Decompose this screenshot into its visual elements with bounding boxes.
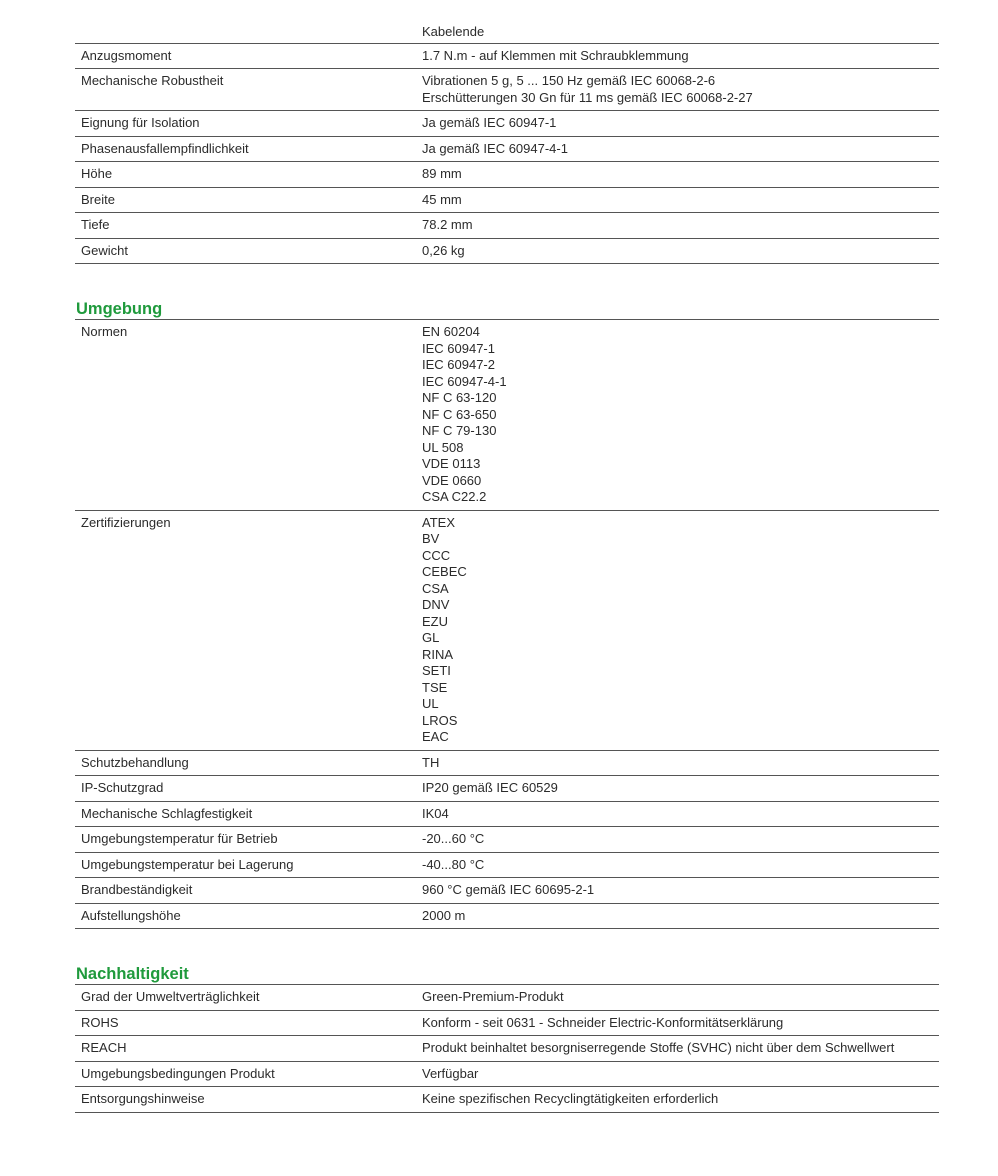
value-line: Konform - seit 0631 - Schneider Electric-Konformitätserklärung	[422, 1014, 784, 1030]
table-row	[75, 44, 939, 70]
table-row	[75, 1062, 939, 1088]
table-row	[75, 69, 939, 111]
table-row	[75, 878, 939, 904]
row-label	[75, 22, 422, 43]
section-title-nachhaltigkeit: Nachhaltigkeit	[76, 965, 189, 983]
row-value	[422, 239, 939, 264]
value-line: NF C 79-130	[422, 423, 497, 438]
table-row	[75, 904, 939, 930]
row-value	[422, 904, 939, 929]
row-label: Entsorgungshinweise	[81, 1091, 205, 1106]
table-row	[75, 188, 939, 214]
table-row	[75, 1036, 939, 1062]
table-row	[75, 776, 939, 802]
sustainability-rows	[75, 985, 939, 1113]
row-label: Zertifizierungen	[81, 514, 171, 530]
value-line: CCC	[422, 547, 451, 563]
table-row	[75, 985, 939, 1011]
row-value	[422, 751, 939, 776]
value-line: EN 60204	[422, 324, 480, 339]
value-line: 1.7 N.m - auf Klemmen mit Schraubklemmung	[422, 47, 689, 63]
row-value	[422, 802, 939, 827]
row-label: Gewicht	[81, 242, 128, 258]
row-value	[422, 878, 939, 903]
value-line: Ja gemäß IEC 60947-1	[422, 115, 557, 130]
value-line: VDE 0113	[422, 456, 481, 471]
value-line: LROS	[422, 712, 458, 728]
value-line: EZU	[422, 613, 448, 629]
sustainability-table	[75, 984, 939, 1113]
value-line: TSE	[422, 679, 448, 695]
value-line: IK04	[422, 805, 449, 821]
row-value	[422, 111, 939, 136]
table-row	[75, 827, 939, 853]
row-value	[422, 776, 939, 801]
value-line: 78.2 mm	[422, 217, 473, 232]
value-line: Erschütterungen 30 Gn für 11 ms gemäß IEC 60068-2-27	[422, 89, 753, 105]
row-value	[422, 162, 939, 187]
row-value	[422, 827, 939, 852]
value-line: ATEX	[422, 514, 455, 530]
value-line: 89 mm	[422, 166, 462, 181]
table-row	[75, 511, 939, 751]
value-line: EAC	[422, 729, 449, 744]
value-line: NF C 63-120	[422, 390, 497, 405]
value-line: TH	[422, 754, 440, 770]
value-line: GL	[422, 630, 440, 645]
section-title-umgebung: Umgebung	[76, 300, 163, 318]
row-value	[422, 188, 939, 213]
value-line: Vibrationen 5 g, 5 ... 150 Hz gemäß IEC 60068-2-6	[422, 73, 716, 88]
row-value: Kabelende	[422, 24, 485, 39]
value-line: IP20 gemäß IEC 60529	[422, 780, 558, 795]
row-value	[422, 69, 939, 110]
value-line: NF C 63-650	[422, 406, 497, 422]
row-label: Aufstellungshöhe	[81, 907, 181, 923]
row-value	[422, 1011, 939, 1036]
environment-table	[75, 319, 939, 929]
value-line: IEC 60947-4-1	[422, 373, 507, 389]
datasheet-page	[75, 22, 939, 1113]
table-row	[75, 162, 939, 188]
table-row	[75, 1011, 939, 1037]
row-label: Höhe	[81, 166, 113, 181]
value-line: 960 °C gemäß IEC 60695-2-1	[422, 882, 595, 897]
row-label: Brandbeständigkeit	[81, 882, 193, 897]
row-value	[422, 1036, 939, 1061]
row-value	[422, 511, 939, 750]
row-value	[422, 137, 939, 162]
row-value	[422, 44, 939, 69]
value-line: SETI	[422, 663, 451, 678]
row-value	[422, 320, 939, 510]
value-line: IEC 60947-2	[422, 357, 495, 372]
value-line: VDE 0660	[422, 472, 482, 488]
row-label: Umgebungstemperatur bei Lagerung	[81, 856, 294, 872]
value-line: CSA	[422, 580, 449, 596]
row-value	[422, 853, 939, 878]
row-label: Eignung für Isolation	[81, 115, 200, 130]
row-label: ROHS	[81, 1014, 119, 1030]
table-row	[75, 137, 939, 163]
row-value	[422, 1087, 939, 1112]
value-line: 45 mm	[422, 191, 462, 207]
value-line: Produkt beinhaltet besorgniserregende Stoffe (SVHC) nicht über dem Schwellwert	[422, 1040, 895, 1055]
row-label: Mechanische Schlagfestigkeit	[81, 805, 253, 821]
row-label: Umgebungsbedingungen Produkt	[81, 1065, 275, 1081]
row-label: Tiefe	[81, 217, 110, 232]
value-line: Ja gemäß IEC 60947-4-1	[422, 140, 568, 156]
row-label: Breite	[81, 191, 115, 207]
value-line: UL 508	[422, 439, 464, 455]
value-line: RINA	[422, 646, 454, 662]
row-label: Mechanische Robustheit	[81, 73, 224, 88]
table-row	[75, 111, 939, 137]
table-row-fragment	[75, 22, 939, 44]
mechanical-table	[75, 44, 939, 265]
row-label: Normen	[81, 324, 128, 339]
value-line: 0,26 kg	[422, 242, 465, 258]
table-row	[75, 802, 939, 828]
row-label: IP-Schutzgrad	[81, 780, 164, 795]
table-row	[75, 239, 939, 265]
value-line: -20...60 °C	[422, 831, 485, 846]
row-value	[422, 1062, 939, 1087]
row-value	[422, 985, 939, 1010]
row-label: REACH	[81, 1040, 127, 1055]
mechanical-rows	[75, 44, 939, 265]
environment-rows	[75, 320, 939, 929]
row-label: Schutzbehandlung	[81, 754, 189, 770]
table-row	[75, 1087, 939, 1113]
value-line: UL	[422, 696, 439, 711]
value-line: BV	[422, 531, 440, 546]
row-label: Phasenausfallempfindlichkeit	[81, 140, 249, 156]
table-row	[75, 213, 939, 239]
value-line: DNV	[422, 597, 450, 612]
value-line: -40...80 °C	[422, 856, 485, 872]
row-value	[422, 213, 939, 238]
table-row	[75, 853, 939, 879]
value-line: 2000 m	[422, 907, 466, 923]
row-label: Umgebungstemperatur für Betrieb	[81, 831, 278, 846]
value-line: Keine spezifischen Recyclingtätigkeiten erforderlich	[422, 1091, 719, 1106]
value-line: Green-Premium-Produkt	[422, 989, 564, 1004]
row-label: Anzugsmoment	[81, 47, 172, 63]
value-line: Verfügbar	[422, 1065, 479, 1081]
value-line: IEC 60947-1	[422, 340, 495, 356]
row-label: Grad der Umweltverträglichkeit	[81, 989, 260, 1004]
table-row	[75, 320, 939, 511]
table-row	[75, 751, 939, 777]
value-line: CSA C22.2	[422, 489, 487, 504]
value-line: CEBEC	[422, 564, 467, 579]
